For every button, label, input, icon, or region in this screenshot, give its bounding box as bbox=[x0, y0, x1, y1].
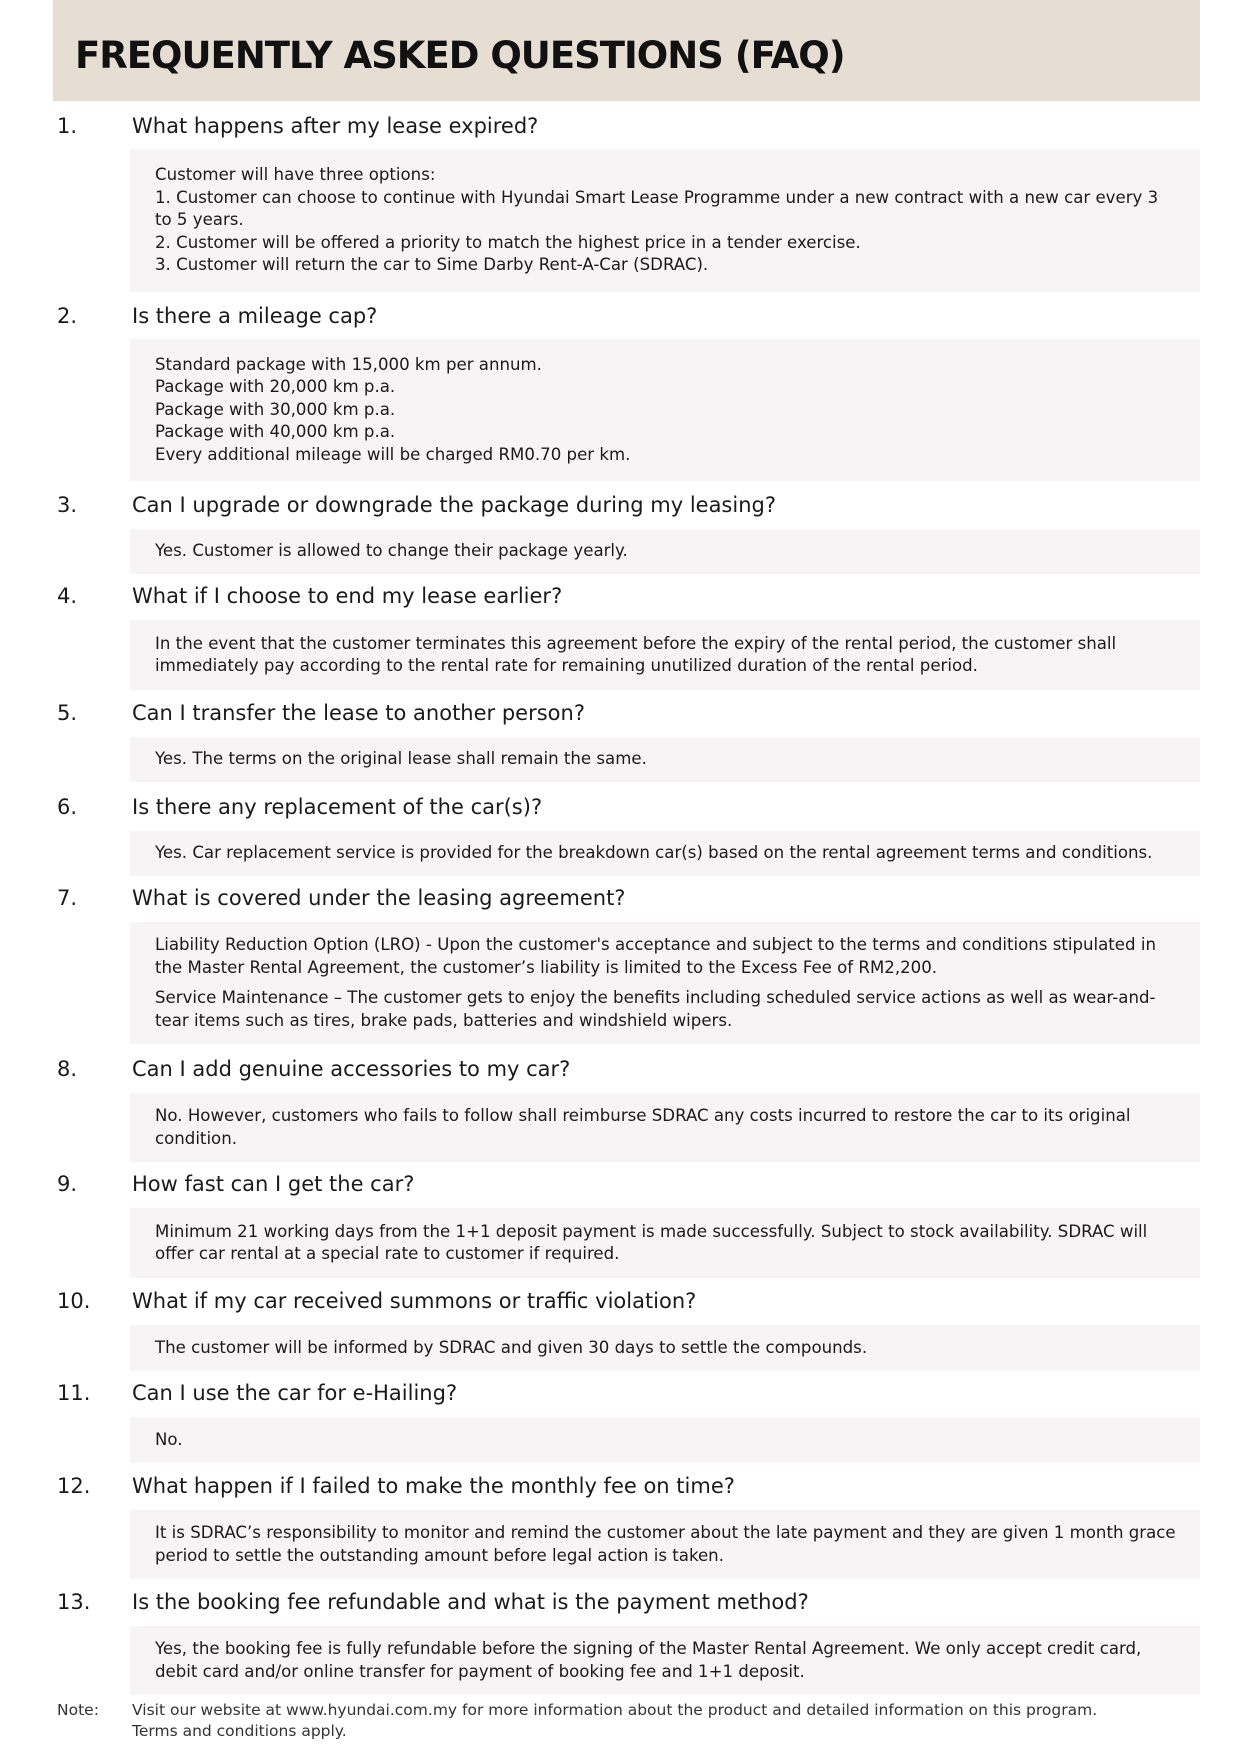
faq-question bbox=[0, 1373, 1250, 1413]
question-text: What if I choose to end my lease earlier? bbox=[132, 584, 563, 608]
faq-answer bbox=[130, 831, 1200, 876]
faq-question bbox=[0, 1582, 1250, 1622]
answer-line: 1. Customer can choose to continue with Hyundai Smart Lease Programme under a new contract with a new car every 3 to 5 years. bbox=[155, 187, 1159, 230]
question-number: 7. bbox=[57, 886, 78, 910]
faq-answer bbox=[130, 1208, 1200, 1278]
answer-line: Package with 20,000 km p.a. bbox=[155, 377, 396, 397]
question-text: Can I transfer the lease to another person? bbox=[132, 701, 585, 725]
answer-line: Package with 30,000 km p.a. bbox=[155, 399, 396, 419]
note-line: Terms and conditions apply. bbox=[132, 1722, 347, 1740]
answer-line: Package with 40,000 km p.a. bbox=[155, 422, 396, 442]
answer-line: Customer will have three options: bbox=[155, 165, 436, 185]
answer-line: No. bbox=[155, 1429, 183, 1449]
faq-answer bbox=[130, 1093, 1200, 1162]
question-text: How fast can I get the car? bbox=[132, 1172, 415, 1196]
faq-answer bbox=[130, 1325, 1200, 1371]
faq-answer bbox=[130, 922, 1200, 1044]
faq-answer bbox=[130, 1626, 1200, 1695]
answer-line: It is SDRAC’s responsibility to monitor and remind the customer about the late payment and they are given 1 month grace period to settle the outstanding amount before legal action is taken. bbox=[155, 1523, 1176, 1565]
faq-answer bbox=[130, 149, 1200, 292]
faq-question bbox=[0, 1164, 1250, 1204]
answer-line: Every additional mileage will be charged RM0.70 per km. bbox=[155, 444, 631, 464]
answer-line: In the event that the customer terminates this agreement before the expiry of the rental period, the customer shall immediately pay according to the rental rate for remaining unutilized duration of the rental period. bbox=[155, 633, 1117, 675]
note-line: Visit our website at www.hyundai.com.my for more information about the product and detailed information on this program. bbox=[132, 1701, 1098, 1719]
question-number: 9. bbox=[57, 1172, 78, 1196]
answer-line: Yes. The terms on the original lease shall remain the same. bbox=[155, 749, 647, 769]
faq-question bbox=[0, 1049, 1250, 1089]
question-text: Can I use the car for e-Hailing? bbox=[132, 1381, 458, 1405]
question-number: 11. bbox=[57, 1381, 91, 1405]
faq-answer bbox=[130, 620, 1200, 690]
question-text: What happens after my lease expired? bbox=[132, 114, 539, 138]
faq-answer bbox=[130, 1510, 1200, 1579]
question-number: 1. bbox=[57, 114, 78, 138]
answer-paragraph: Service Maintenance – The customer gets to enjoy the benefits including scheduled service actions as well as wear-and-tear items such as tires, brake pads, batteries and windshield wipers. bbox=[155, 988, 1156, 1030]
faq-question bbox=[0, 296, 1250, 336]
note-body bbox=[132, 1700, 1097, 1742]
question-number: 8. bbox=[57, 1057, 78, 1081]
answer-line: Yes. Car replacement service is provided for the breakdown car(s) based on the rental agreement terms and conditions. bbox=[155, 843, 1153, 863]
faq-question bbox=[0, 1281, 1250, 1321]
answer-line: Yes. Customer is allowed to change their package yearly. bbox=[155, 541, 628, 561]
question-text: Is the booking fee refundable and what is the payment method? bbox=[132, 1590, 809, 1614]
answer-line: Yes, the booking fee is fully refundable before the signing of the Master Rental Agreement. We only accept credit card, debit card and/or online transfer for payment of booking fee and 1+1 deposit. bbox=[155, 1639, 1142, 1681]
answer-line: 2. Customer will be offered a priority to match the highest price in a tender exercise. bbox=[155, 232, 861, 252]
faq-question bbox=[0, 1466, 1250, 1506]
note-label: Note: bbox=[57, 1701, 99, 1719]
faq-question bbox=[0, 693, 1250, 733]
question-text: Is there a mileage cap? bbox=[132, 304, 378, 328]
answer-line: No. However, customers who fails to follow shall reimburse SDRAC any costs incurred to restore the car to its original condition. bbox=[155, 1106, 1131, 1148]
faq-question bbox=[0, 878, 1250, 918]
question-number: 2. bbox=[57, 304, 78, 328]
faq-question bbox=[0, 485, 1250, 525]
question-text: What is covered under the leasing agreement? bbox=[132, 886, 626, 910]
question-text: Can I upgrade or downgrade the package during my leasing? bbox=[132, 493, 776, 517]
faq-question bbox=[0, 106, 1250, 146]
faq-question bbox=[0, 576, 1250, 616]
answer-line: Standard package with 15,000 km per annum. bbox=[155, 354, 542, 374]
faq-answer bbox=[130, 339, 1200, 481]
answer-line: Minimum 21 working days from the 1+1 deposit payment is made successfully. Subject to stock availability. SDRAC will offer car rental at a special rate to customer if required. bbox=[155, 1221, 1148, 1263]
answer-line: The customer will be informed by SDRAC and given 30 days to settle the compounds. bbox=[155, 1337, 868, 1357]
answer-line: 3. Customer will return the car to Sime Darby Rent-A-Car (SDRAC). bbox=[155, 255, 709, 275]
faq-answer bbox=[130, 1417, 1200, 1463]
question-number: 13. bbox=[57, 1590, 91, 1614]
faq-question bbox=[0, 787, 1250, 827]
question-number: 10. bbox=[57, 1289, 91, 1313]
question-number: 3. bbox=[57, 493, 78, 517]
page-header bbox=[53, 0, 1200, 101]
question-number: 4. bbox=[57, 584, 78, 608]
page-title: FREQUENTLY ASKED QUESTIONS (FAQ) bbox=[75, 34, 845, 77]
question-number: 12. bbox=[57, 1474, 91, 1498]
question-text: Is there any replacement of the car(s)? bbox=[132, 795, 543, 819]
question-text: What happen if I failed to make the monthly fee on time? bbox=[132, 1474, 735, 1498]
question-number: 6. bbox=[57, 795, 78, 819]
faq-answer bbox=[130, 737, 1200, 782]
answer-paragraph: Liability Reduction Option (LRO) - Upon the customer's acceptance and subject to the terms and conditions stipulated in the Master Rental Agreement, the customer’s liability is limited to the Excess Fee of RM2,200. bbox=[155, 935, 1156, 977]
question-text: What if my car received summons or traffic violation? bbox=[132, 1289, 697, 1313]
question-text: Can I add genuine accessories to my car? bbox=[132, 1057, 571, 1081]
faq-answer bbox=[130, 529, 1200, 574]
question-number: 5. bbox=[57, 701, 78, 725]
